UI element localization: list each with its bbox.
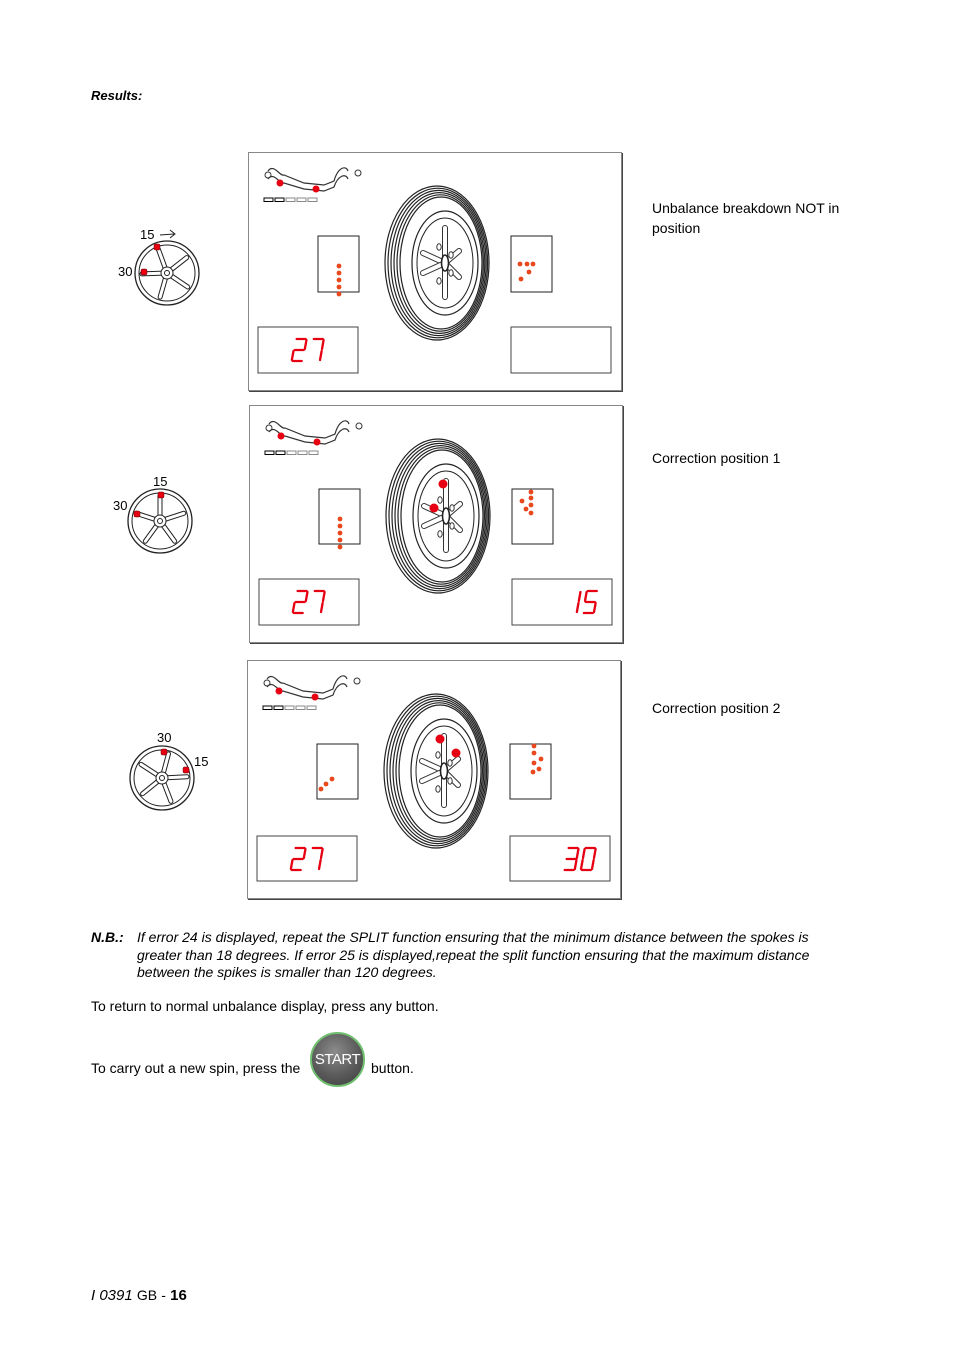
lug-hole: [437, 278, 441, 284]
profile-end: [264, 680, 270, 686]
plane-dot-2: [313, 186, 320, 193]
segment: [323, 592, 325, 601]
small-wheel-label-b: 30: [113, 498, 128, 513]
small-wheel-row-1: [110, 225, 210, 310]
tire-icon: [384, 694, 488, 848]
balancer-panel-1: [248, 152, 622, 391]
lug-hole: [438, 531, 442, 537]
mode-segment: [308, 198, 317, 202]
left-weight-dot: [338, 545, 343, 550]
spoke-weight-marker: [439, 480, 448, 489]
lug-hole: [448, 778, 452, 784]
left-display: [259, 579, 359, 625]
mode-segment: [263, 706, 272, 710]
segment: [594, 603, 596, 612]
mode-segment: [298, 451, 307, 455]
profile-end: [355, 170, 361, 176]
spoke-marker-a: [158, 492, 164, 498]
right-weight-dot: [524, 507, 529, 512]
right-weight-dot: [519, 277, 524, 282]
segment: [319, 860, 321, 869]
hub-center: [441, 763, 448, 779]
mode-indicator: [263, 706, 316, 710]
right-weight-dot: [531, 770, 536, 775]
right-weight-dot: [539, 757, 544, 762]
segment: [579, 592, 581, 601]
left-weight-dot: [324, 782, 329, 787]
segment: [321, 603, 323, 612]
spoke-marker-b: [141, 269, 147, 275]
plane-dot-2: [314, 439, 321, 446]
footer-separator: -: [161, 1287, 166, 1303]
mode-indicator: [265, 451, 318, 455]
mode-segment: [296, 706, 305, 710]
segment: [577, 603, 579, 612]
doc-code: I 0391: [91, 1287, 133, 1304]
left-display: [258, 327, 358, 373]
lug-hole: [449, 252, 453, 258]
spoke-marker-b: [134, 511, 140, 517]
lang-code: GB: [136, 1287, 158, 1303]
segment: [577, 849, 579, 858]
segment: [305, 340, 307, 349]
right-weight-dot: [532, 744, 537, 749]
plane-dot-2: [312, 694, 319, 701]
segment: [321, 849, 323, 858]
right-weight-dot: [532, 761, 537, 766]
plane-dot-1: [276, 688, 283, 695]
profile-end: [266, 425, 272, 431]
small-wheel-row-2: [105, 473, 205, 558]
right-weight-dot: [537, 767, 542, 772]
lug-hole: [450, 523, 454, 529]
mode-indicator: [264, 198, 317, 202]
profile-end: [356, 423, 362, 429]
left-plane-box: [319, 489, 360, 544]
left-weight-dot: [338, 517, 343, 522]
wheel-profile-icon: [264, 168, 361, 202]
wheel-profile-icon: [263, 676, 360, 710]
balancer-panel-3: [247, 660, 621, 899]
tire-icon: [386, 439, 490, 593]
spin-instruction: To carry out a new spin, press the: [91, 1060, 301, 1076]
right-weight-dot: [529, 503, 534, 508]
results-heading: Results:: [91, 88, 143, 103]
spoke-marker-a: [154, 244, 160, 250]
segment: [585, 592, 587, 601]
spoke-marker-a: [161, 749, 167, 755]
profile-end: [265, 172, 271, 178]
segment: [594, 849, 596, 858]
small-hub: [161, 267, 173, 279]
caption-row-3: Correction position 2: [652, 700, 781, 716]
right-weight-dot: [529, 490, 534, 495]
right-weight-dot: [529, 511, 534, 516]
profile-end: [354, 678, 360, 684]
spoke-weight-marker: [430, 504, 439, 513]
caption-row-1: Unbalance breakdown NOT in position: [652, 200, 840, 236]
small-wheel-label-a: 15: [153, 474, 168, 489]
segment: [583, 849, 585, 858]
spoke-marker-b: [183, 767, 189, 773]
small-hub: [154, 515, 166, 527]
left-weight-dot: [319, 787, 324, 792]
left-weight-dot: [337, 264, 342, 269]
small-wheel-label-b: 15: [194, 754, 209, 769]
rotation-arrow-icon: [160, 230, 175, 238]
mode-segment: [276, 451, 285, 455]
caption-row-2: Correction position 1: [652, 450, 781, 466]
left-weight-dot: [330, 777, 335, 782]
right-weight-dot: [532, 751, 537, 756]
spoke-weight-marker: [452, 749, 461, 758]
segment: [304, 849, 306, 858]
mode-segment: [287, 451, 296, 455]
plane-dot-1: [277, 180, 284, 187]
right-weight-dot: [529, 496, 534, 501]
segment: [320, 351, 322, 360]
right-weight-dot: [525, 262, 530, 267]
lug-hole: [437, 244, 441, 250]
mode-segment: [285, 706, 294, 710]
lug-hole: [436, 752, 440, 758]
segment: [581, 860, 583, 869]
wheel-profile-icon: [265, 421, 362, 455]
small-wheel-label-b: 30: [118, 264, 133, 279]
mode-segment: [275, 198, 284, 202]
note-label: N.B.:: [91, 929, 124, 945]
left-weight-dot: [338, 531, 343, 536]
balancer-panel-2: [249, 405, 623, 643]
right-display: [512, 579, 612, 625]
left-weight-dot: [338, 524, 343, 529]
right-plane-box: [510, 744, 551, 799]
left-plane-box: [317, 744, 358, 799]
lug-hole: [436, 786, 440, 792]
segment: [322, 340, 324, 349]
hub-center: [442, 255, 449, 271]
mode-segment: [297, 198, 306, 202]
segment: [291, 860, 293, 869]
segment: [575, 860, 577, 869]
spin-instruction-end: button.: [371, 1060, 414, 1076]
segment: [293, 603, 295, 612]
mode-segment: [264, 198, 273, 202]
right-weight-dot: [520, 499, 525, 504]
segment: [306, 592, 308, 601]
page-footer: [91, 1287, 187, 1304]
small-wheel-label-a: 30: [157, 730, 172, 745]
mode-segment: [309, 451, 318, 455]
mode-segment: [274, 706, 283, 710]
lug-hole: [450, 505, 454, 511]
lug-hole: [438, 497, 442, 503]
tire-icon: [385, 186, 489, 340]
segment: [592, 860, 594, 869]
plane-dot-1: [278, 433, 285, 440]
small-hub: [156, 772, 168, 784]
spoke-weight-marker: [436, 735, 445, 744]
left-weight-dot: [337, 278, 342, 283]
hub-center: [443, 508, 450, 524]
left-weight-dot: [337, 285, 342, 290]
right-weight-dot: [518, 262, 523, 267]
mode-segment: [265, 451, 274, 455]
small-wheel-label-a: 15: [140, 227, 155, 242]
right-display: [511, 327, 611, 373]
left-weight-dot: [337, 292, 342, 297]
mode-segment: [286, 198, 295, 202]
left-weight-dot: [338, 538, 343, 543]
page-number: 16: [170, 1287, 187, 1304]
right-weight-dot: [527, 270, 532, 275]
note-text: If error 24 is displayed, repeat the SPLIT function ensuring that the minimum distance between the spokes is greater than 18 degrees. If error 25 is displayed,repeat the split function ensuring that the maximum distance between the spikes is smaller than 120 degrees.: [137, 929, 810, 980]
lug-hole: [449, 270, 453, 276]
left-display: [257, 836, 357, 881]
start-button[interactable]: START: [310, 1032, 365, 1087]
lug-hole: [448, 760, 452, 766]
right-weight-dot: [531, 262, 536, 267]
mode-segment: [307, 706, 316, 710]
segment: [292, 351, 294, 360]
left-weight-dot: [337, 271, 342, 276]
return-instruction: To return to normal unbalance display, press any button.: [91, 998, 439, 1014]
small-wheel-row-3: [118, 728, 218, 813]
